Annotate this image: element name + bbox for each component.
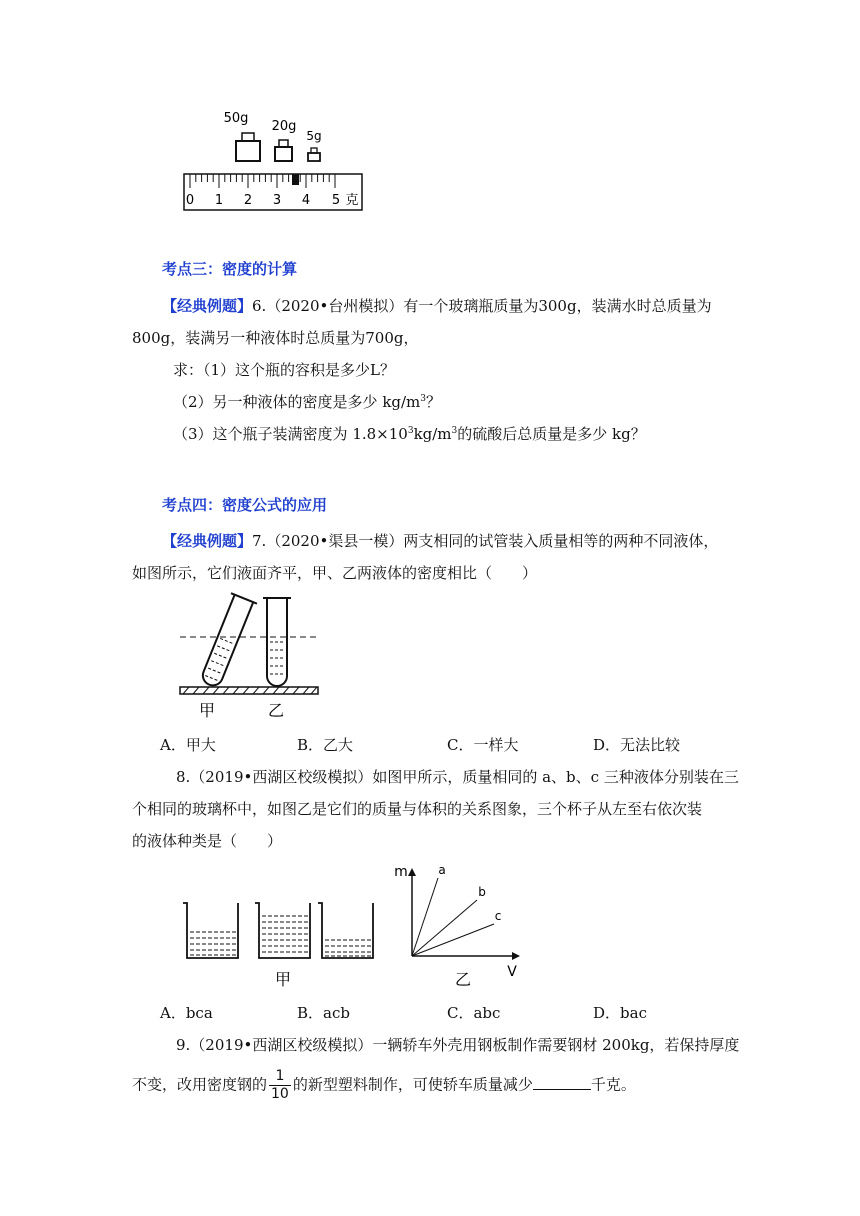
q8-line3: 的液体种类是（ ）: [132, 832, 283, 850]
q8-option-a: A．bca: [160, 1004, 213, 1022]
beakers-graph-figure: [180, 858, 530, 990]
table-surface: [180, 687, 318, 694]
beaker-3-icon: [318, 903, 373, 958]
q8-line2: 个相同的玻璃杯中，如图乙是它们的质量与体积的关系图象，三个杯子从左至右依次装: [132, 800, 703, 818]
q7-line1: [162, 530, 718, 551]
scale-tick-3: 3: [272, 193, 282, 208]
scale-tick-2: 2: [243, 193, 253, 208]
weight-label-5g: 5g: [306, 129, 322, 143]
label-b: b: [478, 885, 486, 899]
label-jia: 甲: [198, 701, 216, 720]
label-c: c: [494, 909, 502, 923]
q7-tag: 【经典例题】: [162, 532, 253, 550]
label-jia-beakers: 甲: [274, 970, 292, 989]
tube-yi-icon: [263, 598, 291, 686]
q8-option-b: B．acb: [297, 1004, 350, 1022]
q7-option-c: C．一样大: [447, 736, 519, 754]
q8-option-c: C．abc: [447, 1004, 501, 1022]
q6-line3: 求：（1）这个瓶的容积是多少L？: [173, 361, 396, 379]
axis-m: m: [394, 864, 408, 880]
line-c: [412, 924, 494, 956]
q6-line1: [162, 295, 712, 316]
scale-tick-5: 5: [331, 193, 341, 208]
label-a: a: [438, 863, 446, 877]
section3-heading: 考点三：密度的计算: [162, 260, 298, 278]
tube-jia-icon: [196, 593, 257, 690]
weight-label-50g: 50g: [223, 111, 249, 126]
q8-option-d: D．bac: [593, 1004, 647, 1022]
label-yi: 乙: [267, 701, 285, 720]
slider-rider-icon: [292, 174, 299, 185]
q9-line1: 9.（2019•西湖区校级模拟）一辆轿车外壳用钢板制作需要钢材 200kg，若保持厚度: [176, 1036, 740, 1054]
q7-option-d: D．无法比较: [593, 736, 681, 754]
section4-heading: 考点四：密度公式的应用: [162, 496, 328, 514]
q6-tag: 【经典例题】: [162, 297, 253, 315]
scale-tick-4: 4: [301, 193, 311, 208]
test-tubes-figure: [175, 590, 325, 725]
axis-v: V: [507, 964, 517, 980]
q6-text1: 6.（2020•台州模拟）有一个玻璃瓶质量为300g，装满水时总质量为: [252, 297, 712, 315]
q6-line2: 800g，装满另一种液体时总质量为700g，: [132, 329, 419, 347]
label-yi-graph: 乙: [454, 970, 472, 989]
fraction-one-tenth: $\frac{1}{10}$: [271, 1068, 289, 1102]
answer-blank[interactable]: [533, 1075, 591, 1090]
q7-text1: 7.（2020•渠县一模）两支相同的试管装入质量相等的两种不同液体，: [252, 532, 719, 550]
q7-option-a: A．甲大: [160, 736, 216, 754]
weight-label-20g: 20g: [271, 119, 297, 134]
weight-50g-icon: [242, 133, 254, 141]
q6-line5: （3）这个瓶子装满密度为 $1.8\times 10^3kg/m^3$的硫酸后总质量是多少 kg？: [173, 425, 646, 443]
scale-unit: 克: [345, 193, 359, 208]
q7-line2: 如图所示，它们液面齐平，甲、乙两液体的密度相比（ ）: [132, 564, 538, 582]
beaker-2-icon: [255, 903, 310, 958]
scale-tick-0: 0: [185, 193, 195, 208]
beaker-1-icon: [183, 903, 238, 958]
scale-tick-1: 1: [214, 193, 224, 208]
m-v-graph: [394, 863, 520, 989]
weight-20g-icon: [279, 140, 288, 147]
q9-line2: 不变，改用密度钢的 $\frac{1}{10}$ 的新型塑料制作，可使轿车质量减少 千克。: [132, 1068, 636, 1102]
q7-option-b: B．乙大: [297, 736, 354, 754]
q6-line4: （2）另一种液体的密度是多少 $kg/m^3$？: [173, 393, 442, 411]
balance-scale-figure: [178, 100, 368, 215]
q8-line1: 8.（2019•西湖区校级模拟）如图甲所示，质量相同的 a、b、c 三种液体分别装在三: [176, 768, 739, 786]
